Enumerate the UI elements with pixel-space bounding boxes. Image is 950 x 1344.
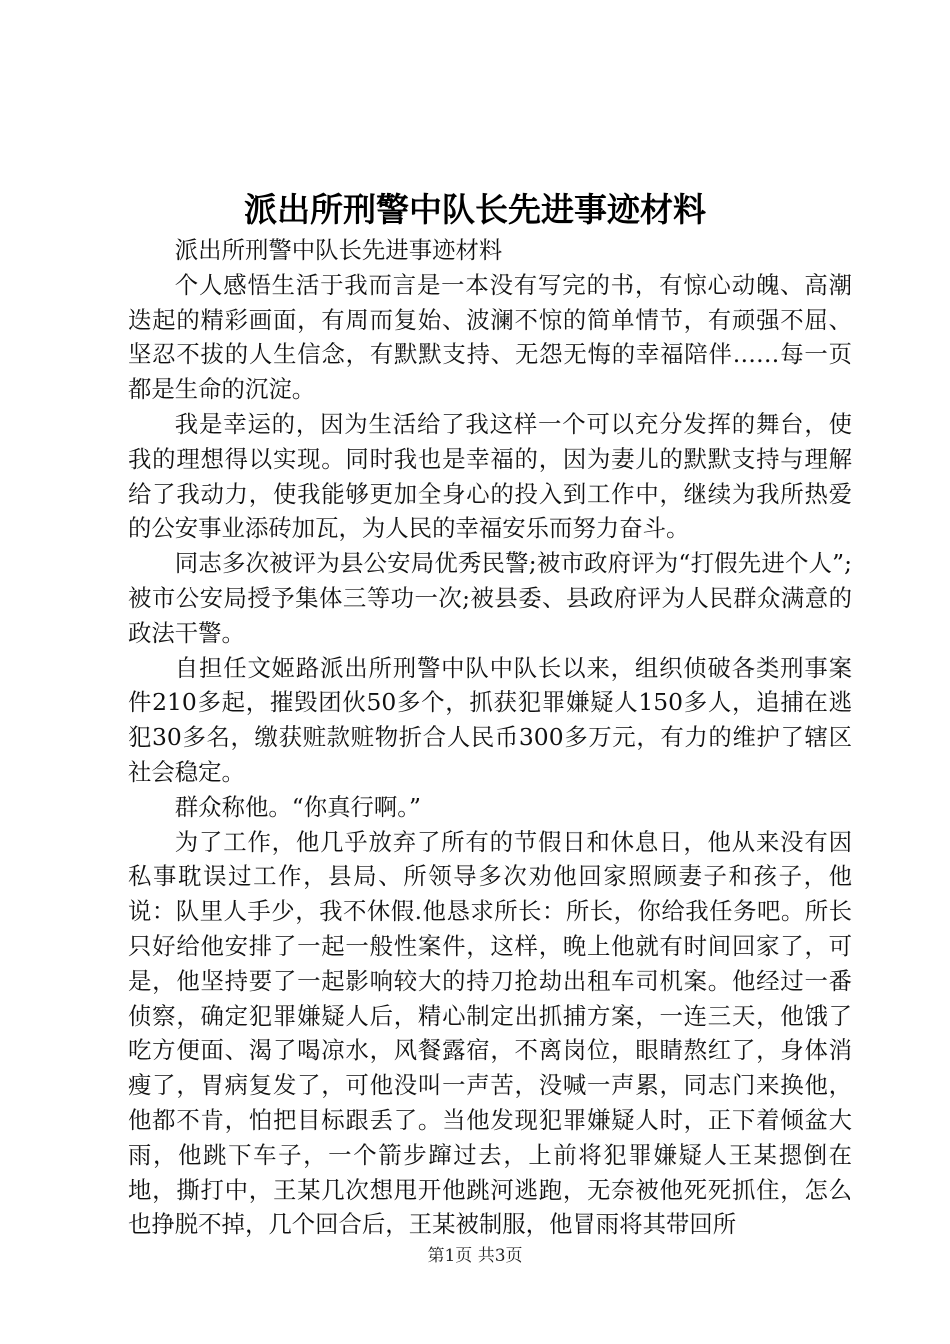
paragraph-praise: 群众称他。“你真行啊。” xyxy=(174,792,421,821)
paragraph-fortunate: 我是幸运的，因为生活给了我这样一个可以充分发挥的舞台，使我的理想得以实现。同时我也是幸福的，因为妻儿的默默支持与理解给了我动力，使我能够更加全身心的投入到工作中，继续为我所热爱的公安事业添砖加瓦，为人民的幸福安乐而努力奋斗。 xyxy=(128,409,852,543)
paragraph-achievements: 自担任文姬路派出所刑警中队中队长以来，组织侦破各类刑事案件210多起，摧毁团伙50多个，抓获犯罪嫌疑人150多人，追捕在逃犯30多名，缴获赃款赃物折合人民币300多万元，有力的维护了辖区社会稳定。 xyxy=(128,653,852,786)
document-body xyxy=(128,233,852,1242)
document-title: 派出所刑警中队长先进事迹材料 xyxy=(244,190,706,229)
paragraph-honors: 同志多次被评为县公安局优秀民警;被市政府评为“打假先进个人”;被市公安局授予集体三等功一次;被县委、县政府评为人民群众满意的政法干警。 xyxy=(128,549,852,647)
page-footer: 第1页 共3页 xyxy=(427,1246,523,1266)
paragraph-subtitle: 派出所刑警中队长先进事迹材料 xyxy=(174,236,503,264)
paragraph-dedication: 为了工作，他几乎放弃了所有的节假日和休息日，他从来没有因私事耽误过工作，县局、所领导多次劝他回家照顾妻子和孩子，他说：队里人手少，我不休假.他恳求所长：所长，你给我任务吧。所长只好给他安排了一起一般性案件，这样，晚上他就有时间回家了，可是，他坚持要了一起影响较大的持刀抢劫出租车司机案。他经过一番侦察，确定犯罪嫌疑人后，精心制定出抓捕方案，一连三天，他饿了吃方便面、渴了喝凉水，风餐露宿，不离岗位，眼睛熬红了，身体消瘦了，胃病复发了，可他没叫一声苦，没喊一声累，同志门来换他，他都不肯，怕把目标跟丢了。当他发现犯罪嫌疑人时，正下着倾盆大雨，他跳下车子，一个箭步蹿过去，上前将犯罪嫌疑人王某摁倒在地，撕打中，王某几次想甩开他跳河逃跑，无奈被他死死抓住，怎么也挣脱不掉，几个回合后，王某被制服，他冒雨将其带回所 xyxy=(128,827,852,1239)
paragraph-intro: 个人感悟生活于我而言是一本没有写完的书，有惊心动魄、高潮迭起的精彩画面，有周而复始、波澜不惊的简单情节，有顽强不屈、坚忍不拔的人生信念，有默默支持、无怨无悔的幸福陪伴……每一页都是生命的沉淀。 xyxy=(128,270,852,404)
